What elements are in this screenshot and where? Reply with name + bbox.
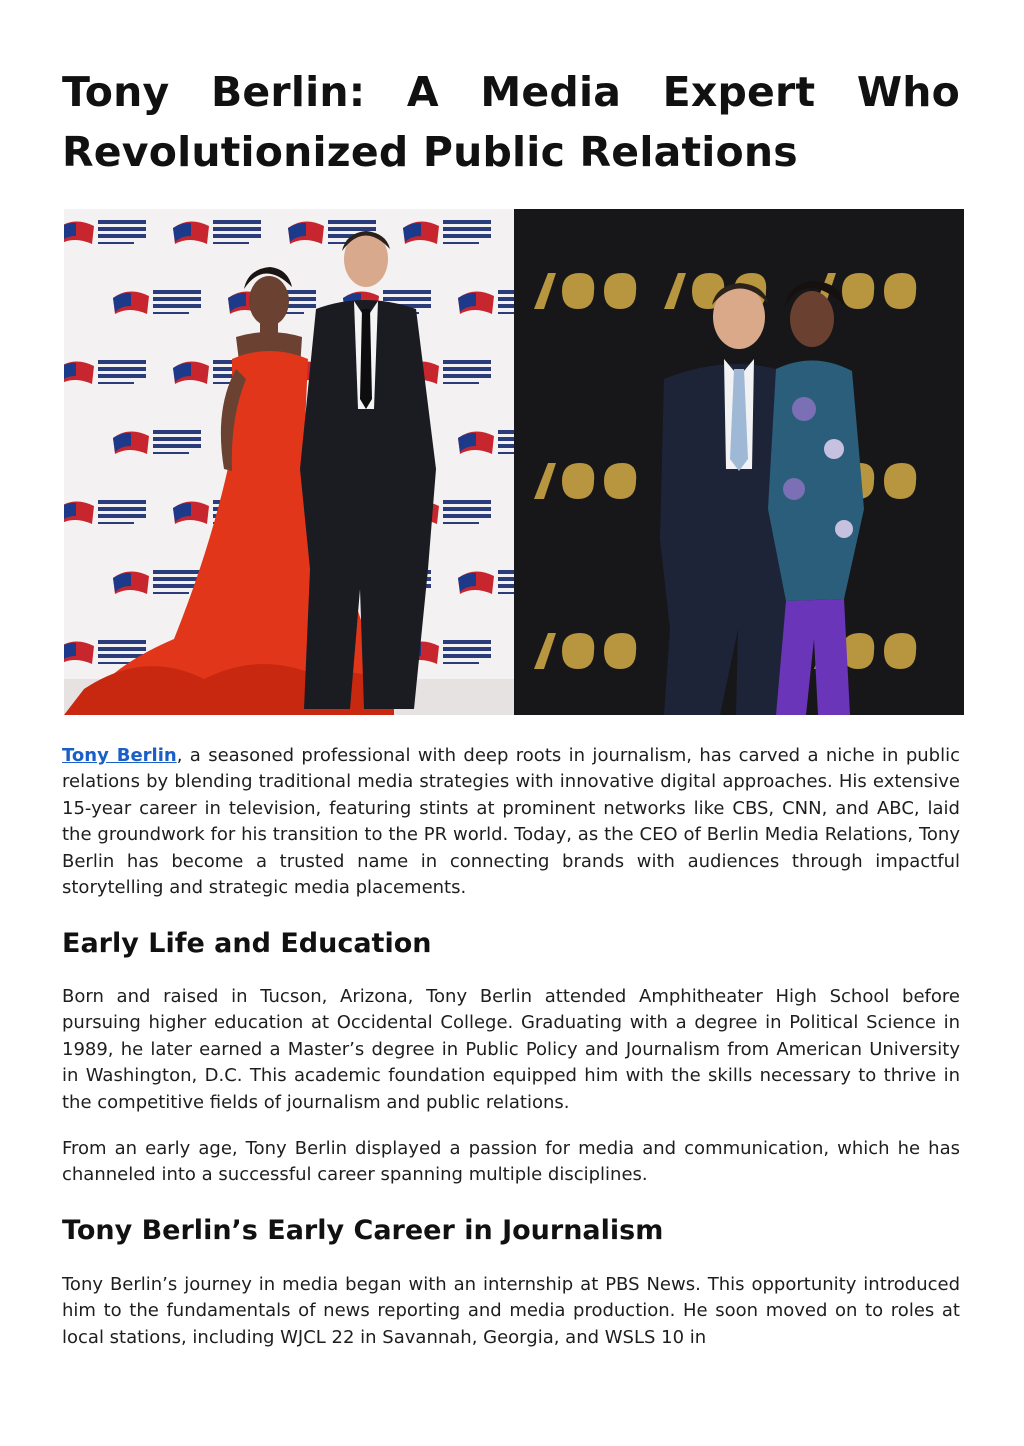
tony-berlin-link[interactable]: Tony Berlin (62, 745, 177, 766)
photo-right-event (514, 209, 964, 715)
intro-text: , a seasoned professional with deep roots in journalism, has carved a niche in public relations by blending traditional media strategies with innovative digital approaches. His extensive 15-year career in television, featuring stints at prominent networks like CBS, CNN, and ABC, laid the groundwork for his transition to the PR world. Today, as the CEO of Berlin Media Relations, Tony Berlin has become a trusted name in connecting brands with audiences through impactful storytelling and strategic media placements. (62, 745, 961, 899)
red-carpet-scene (64, 209, 514, 715)
early-career-paragraph-1: Tony Berlin’s journey in media began with an internship at PBS News. This opportunity introduced him to the fundamentals of news reporting and media production. He soon moved on to roles at local stations, including WJCL 22 in Savannah, Georgia, and WSLS 10 in (62, 1274, 960, 1348)
article-title: Tony Berlin: A Media Expert Who Revolutionized Public Relations (62, 68, 960, 176)
early-life-paragraph-2: From an early age, Tony Berlin displayed a passion for media and communication, which he has channeled into a successful career spanning multiple disciplines. (62, 1138, 960, 1186)
intro-paragraph (62, 743, 960, 901)
early-life-paragraph-1: Born and raised in Tucson, Arizona, Tony Berlin attended Amphitheater High School before pursuing higher education at Occidental College. Graduating with a degree in Political Science in 1989, he later earned a Master’s degree in Public Policy and Journalism from American University in Washington, D.C. This academic foundation equipped him with the skills necessary to thrive in the competitive fields of journalism and public relations. (62, 986, 960, 1113)
article-photo (64, 209, 964, 715)
photo-left-red-carpet (64, 209, 514, 715)
section-heading-early-career: Tony Berlin’s Early Career in Journalism (62, 1215, 664, 1246)
event-scene (514, 209, 964, 715)
section-heading-early-life: Early Life and Education (62, 928, 432, 959)
